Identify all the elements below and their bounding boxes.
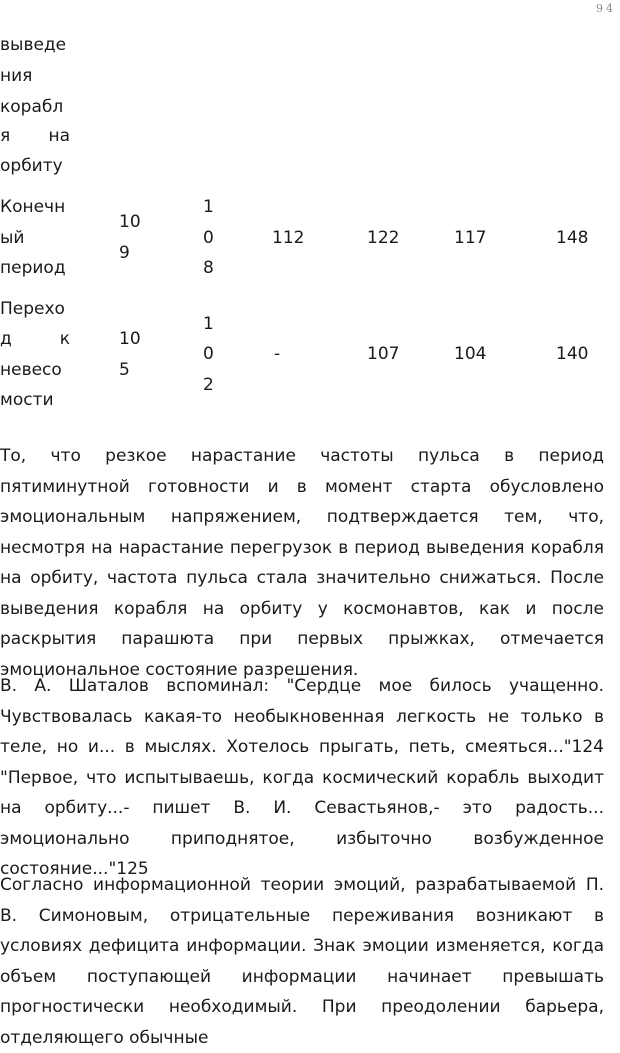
row-label-line: период [0, 258, 66, 278]
cell-col6: 148 [556, 228, 589, 248]
body-paragraph: То, что резкое нарастание частоты пульса в период пятиминутной готовности и в момент старта обусловлено эмоциональным напряжением, подтверждается тем, что, несмотря на нарастание перегрузок в период выведения корабля на орбиту, частота пульса стала значительно снижаться. После выведения корабля на орбиту у космонавтов, как и после раскрытия парашюта при первых прыжках, отмечается эмоциональное состояние разрешения. [0, 446, 604, 680]
cell-col2: 2 [203, 375, 214, 395]
row-label-word: д [0, 329, 12, 349]
row-label-line: невесо [0, 360, 62, 380]
cell-col5: 117 [454, 228, 487, 248]
cell-col2: 0 [203, 228, 214, 248]
cell-col1: 5 [119, 360, 130, 380]
row-label-line: мости [0, 390, 54, 410]
row-label-line: Конечн [0, 197, 66, 217]
row-label-line: Перехо [0, 299, 65, 319]
cell-col1: 9 [119, 243, 130, 263]
body-paragraph: В. А. Шаталов вспоминал: "Сердце мое билось учащенно. Чувствовалась какая-то необыкновенная легкость не только в теле, но и... в мыслях. Хотелось прыгать, петь, смеяться..."124 "Первое, что испытываешь, когда космический корабль выходит на орбиту...- пишет В. И. Севастьянов,- это радость... эмоционально приподнятое, избыточно возбужденное состояние..."125 [0, 676, 604, 879]
cell-col4: 122 [367, 228, 400, 248]
cell-col1: 10 [119, 212, 141, 232]
body-paragraph: Согласно информационной теории эмоций, разрабатываемой П. В. Симоновым, отрицательные переживания возникают в условиях дефицита информации. Знак эмоции изменяется, когда объем поступающей информации начинает превышать прогностически необходимый. При преодолении барьера, отделяющего обычные [0, 875, 604, 1048]
row-label-word: я [0, 126, 11, 146]
row-label-line [0, 324, 70, 355]
cell-col1: 10 [119, 329, 141, 349]
row-label-word: к [59, 329, 70, 349]
row-label-line: корабл [0, 97, 64, 117]
cell-col2: 0 [203, 344, 214, 364]
cell-col2: 1 [203, 314, 214, 334]
cell-col3: 112 [272, 228, 305, 248]
cell-col2: 1 [203, 197, 214, 217]
cell-col3: - [274, 344, 281, 364]
cell-col4: 107 [367, 344, 400, 364]
cell-col6: 140 [556, 344, 589, 364]
cell-col5: 104 [454, 344, 487, 364]
row-label-word: на [48, 126, 70, 146]
cell-col2: 8 [203, 258, 214, 278]
row-label-line: выведе [0, 35, 67, 55]
row-label-line: орбиту [0, 156, 63, 176]
row-label-line: ый [0, 228, 25, 248]
row-label-line [0, 121, 70, 152]
row-label-line: ния [0, 66, 33, 86]
page-number: 94 [596, 2, 616, 15]
